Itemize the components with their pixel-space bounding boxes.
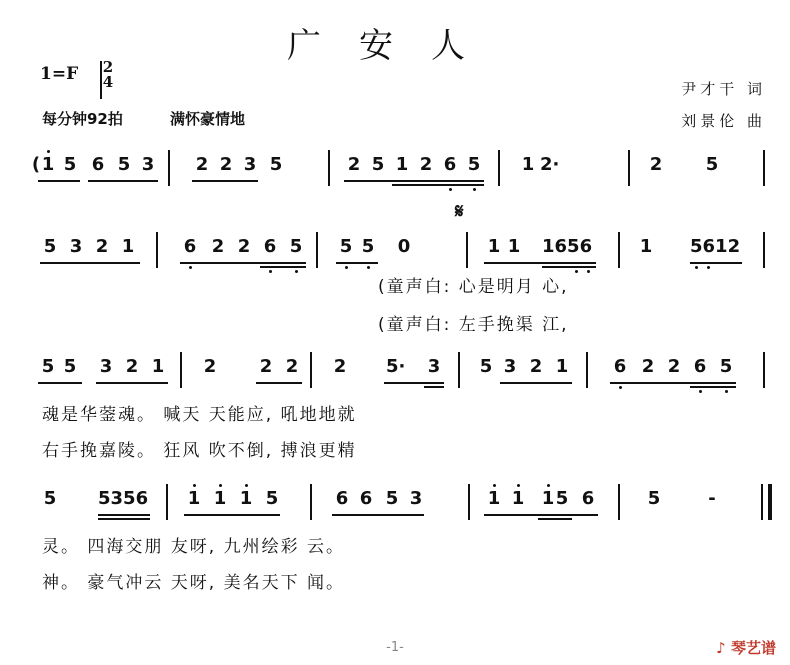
music-note-icon: ♪ bbox=[716, 639, 726, 657]
time-signature bbox=[100, 60, 116, 90]
lyricist-credit: 尹才干 词 bbox=[681, 80, 766, 98]
lyric-line-4-verse-2: 神。 豪气冲云 天呀, 美名天下 闻。 bbox=[42, 573, 346, 593]
song-title: 广安人 bbox=[287, 26, 503, 66]
lyric-line-3-verse-1: 魂是华蓥魂。 喊天 天能应, 吼地地就 bbox=[42, 405, 357, 425]
lyric-line-2-verse-2: (童声白: 左手挽渠 江, bbox=[378, 315, 569, 335]
lyric-line-3-verse-2: 右手挽嘉陵。 狂风 吹不倒, 搏浪更精 bbox=[42, 441, 357, 461]
tempo-marking: 每分钟92拍 bbox=[42, 110, 123, 128]
lyric-line-4-verse-1: 灵。 四海交朋 友呀, 九州绘彩 云。 bbox=[42, 537, 346, 557]
segno-sign: 𝄋 bbox=[455, 199, 464, 223]
watermark-logo bbox=[716, 637, 776, 658]
score-line-3: 5 5 3 2 1 2 2 2 2 5· 3 5 3 2 1 6 2 2 6 5 bbox=[28, 352, 773, 392]
page-number: -1- bbox=[386, 640, 404, 655]
time-sig-bottom: 4 bbox=[102, 73, 114, 91]
score-line-4: 5 5356 1 1 1 5 6 6 5 3 1 1 1 5 6 5 - bbox=[28, 484, 773, 524]
key-signature: 1=F bbox=[40, 64, 79, 84]
score-line-1: ( 1 5 6 5 3 2 2 3 5 2 5 1 2 6 5 1 2· 2 5 bbox=[28, 150, 773, 190]
lyric-line-2-verse-1: (童声白: 心是明月 心, bbox=[378, 277, 569, 297]
composer-credit: 刘景伦 曲 bbox=[681, 112, 766, 130]
expression-marking: 满怀豪情地 bbox=[170, 110, 246, 128]
watermark-text: 琴艺谱 bbox=[730, 639, 776, 657]
time-sig-top: 2 bbox=[102, 58, 114, 76]
score-line-2: 5 3 2 1 6 2 2 6 5 5 5 0 1 1 1656 1 5612 bbox=[28, 232, 773, 272]
